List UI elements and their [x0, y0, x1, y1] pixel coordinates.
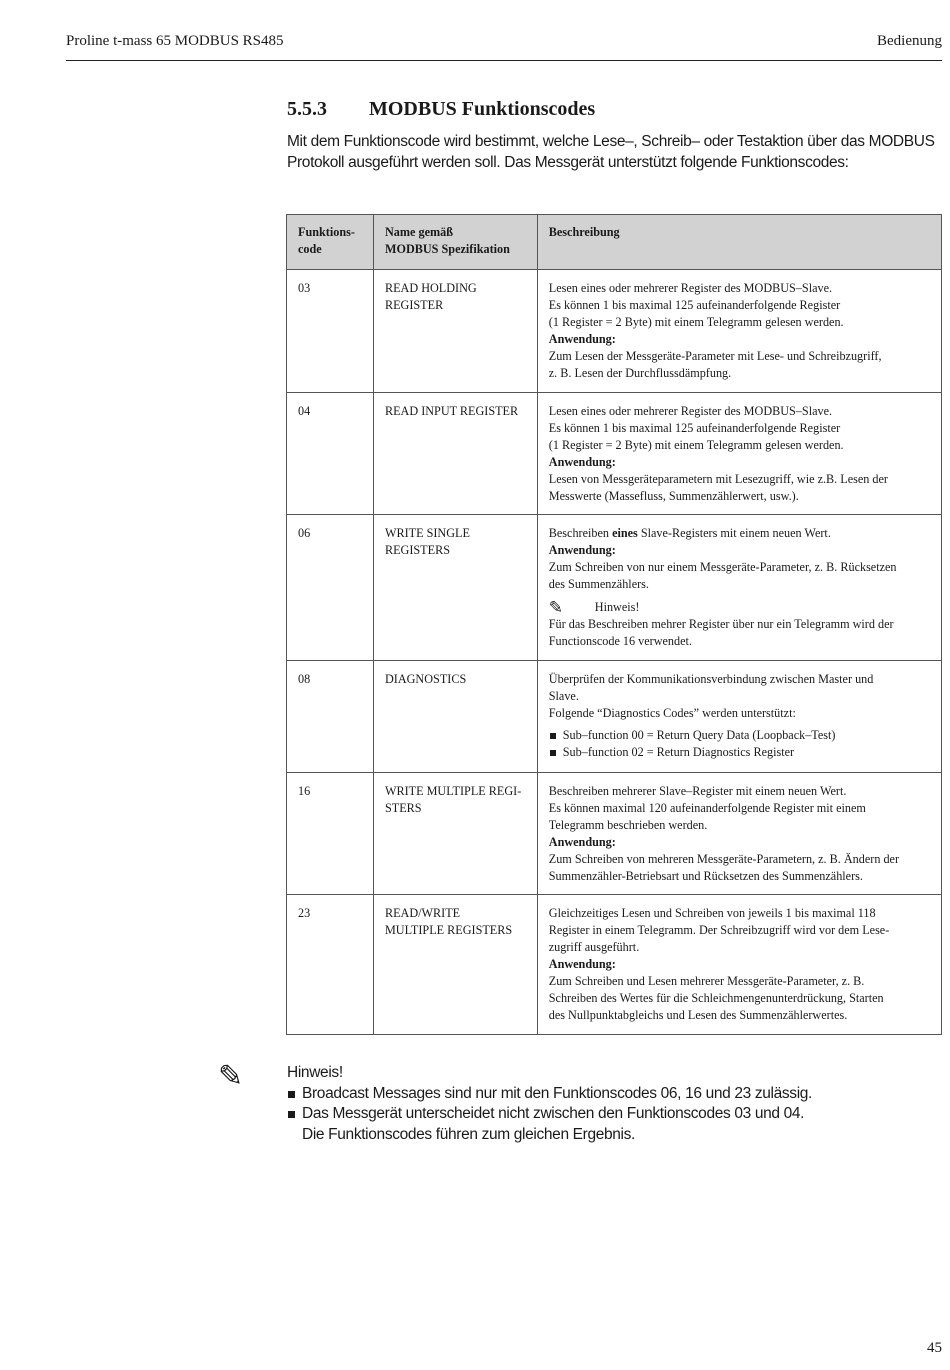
description-line: Lesen eines oder mehrerer Register des MODBUS–Slave. — [548, 404, 833, 418]
description-line: Summenzähler-Betriebsart und Rücksetzen des Summenzählers. — [548, 869, 863, 883]
application-label: Anwendung: — [548, 543, 616, 557]
description-text: Beschreiben — [548, 526, 613, 540]
function-codes-table — [286, 214, 942, 1035]
description-line: Zum Schreiben von mehreren Messgeräte-Parametern, z. B. Ändern der — [548, 852, 900, 866]
list-item: Broadcast Messages sind nur mit den Funktionscodes 06, 16 und 23 zulässig. — [287, 1084, 947, 1105]
header-document-title: Proline t-mass 65 MODBUS RS485 — [66, 33, 284, 49]
list-item: Sub–function 02 = Return Diagnostics Register — [549, 744, 930, 761]
function-code-cell: 08 — [287, 661, 374, 773]
description-line: des Summenzählers. — [548, 577, 649, 591]
description-line: Zum Schreiben von nur einem Messgeräte-Parameter, z. B. Rücksetzen — [548, 560, 897, 574]
header-modbus-name-line-2: MODBUS Spezifikation — [384, 242, 510, 256]
description-text: Slave-Registers mit einem neuen Wert. — [637, 526, 831, 540]
description-cell — [537, 270, 941, 393]
modbus-name-line-1: WRITE MULTIPLE REGI- — [384, 784, 522, 798]
note-title: Hinweis! — [287, 1064, 343, 1081]
pencil-icon: ✎ — [218, 1060, 244, 1093]
note-block — [287, 1063, 947, 1145]
description-line: Zum Schreiben und Lesen mehrerer Messgeräte-Parameter, z. B. — [548, 974, 865, 988]
description-line: Lesen eines oder mehrerer Register des MODBUS–Slave. — [548, 281, 833, 295]
modbus-name-line-1: READ/WRITE — [384, 906, 461, 920]
list-item — [287, 1104, 947, 1145]
intro-line-2: Protokoll ausgeführt werden soll. Das Messgerät unterstützt folgende Funktionscodes: — [287, 154, 849, 171]
function-code-cell: 16 — [287, 773, 374, 895]
description-line: Beschreiben mehrerer Slave–Register mit einem neuen Wert. — [548, 784, 847, 798]
header-divider — [66, 60, 942, 61]
pencil-icon: ✎ — [548, 598, 564, 618]
inline-note — [549, 599, 930, 650]
description-line: Gleichzeitiges Lesen und Schreiben von jeweils 1 bis maximal 118 — [548, 906, 876, 920]
description-line: zugriff ausgeführt. — [548, 940, 640, 954]
description-line: Register in einem Telegramm. Der Schreibzugriff wird vor dem Lese- — [548, 923, 890, 937]
application-label: Anwendung: — [548, 332, 616, 346]
table-row — [287, 773, 942, 895]
modbus-name-line-2: REGISTERS — [384, 543, 450, 557]
section-heading — [287, 98, 595, 121]
header-function-code-line-1: Funktions- — [298, 225, 355, 239]
description-line: Messwerte (Massefluss, Summenzählerwert, usw.). — [548, 489, 799, 503]
header-chapter-title: Bedienung — [877, 33, 942, 49]
description-cell — [537, 393, 941, 515]
description-cell — [537, 515, 941, 661]
description-line: Es können 1 bis maximal 125 aufeinanderfolgende Register — [548, 421, 841, 435]
description-line: Telegramm beschrieben werden. — [548, 818, 708, 832]
description-line: Lesen von Messgeräteparametern mit Lesezugriff, wie z.B. Lesen der — [548, 472, 888, 486]
function-code-cell: 03 — [287, 270, 374, 393]
modbus-name-cell — [373, 270, 537, 393]
header-function-code-line-2: code — [298, 242, 322, 256]
table-row — [287, 895, 942, 1035]
intro-paragraph — [287, 131, 947, 173]
table-row — [287, 270, 942, 393]
modbus-name-line-1: READ HOLDING — [384, 281, 477, 295]
header-modbus-name-line-1: Name gemäß — [384, 225, 453, 239]
description-line: z. B. Lesen der Durchflussdämpfung. — [548, 366, 732, 380]
inline-note-title: Hinweis! — [594, 600, 640, 614]
description-line: Folgende “Diagnostics Codes” werden unterstützt: — [548, 706, 796, 720]
description-line: Zum Lesen der Messgeräte-Parameter mit Lese- und Schreibzugriff, — [548, 349, 882, 363]
description-line: (1 Register = 2 Byte) mit einem Telegramm gelesen werden. — [548, 315, 844, 329]
application-label: Anwendung: — [548, 835, 616, 849]
page-number: 45 — [927, 1340, 942, 1356]
table-header-row — [287, 215, 942, 270]
table-row — [287, 515, 942, 661]
modbus-name-line-1: WRITE SINGLE — [384, 526, 470, 540]
description-line: Überprüfen der Kommunikationsverbindung zwischen Master und — [548, 672, 874, 686]
header-description: Beschreibung — [537, 215, 941, 270]
modbus-name-cell — [373, 895, 537, 1035]
function-code-cell: 06 — [287, 515, 374, 661]
table-row — [287, 393, 942, 515]
application-label: Anwendung: — [548, 455, 616, 469]
function-code-cell: 04 — [287, 393, 374, 515]
inline-note-line: Functionscode 16 verwendet. — [548, 634, 692, 649]
note-item-line-1: Das Messgerät unterscheidet nicht zwischen den Funktionscodes 03 und 04. — [302, 1105, 805, 1122]
description-line: Es können 1 bis maximal 125 aufeinanderfolgende Register — [548, 298, 841, 312]
note-item-line-2: Die Funktionscodes führen zum gleichen Ergebnis. — [302, 1125, 636, 1143]
section-number: 5.5.3 — [287, 98, 327, 120]
header-modbus-name — [373, 215, 537, 270]
header-function-code — [287, 215, 374, 270]
modbus-name-line-2: REGISTER — [384, 298, 444, 312]
table-row — [287, 661, 942, 773]
description-line: (1 Register = 2 Byte) mit einem Telegramm gelesen werden. — [548, 438, 844, 452]
description-line: Es können maximal 120 aufeinanderfolgende Register mit einem — [548, 801, 866, 815]
inline-note-line: Für das Beschreiben mehrer Register über nur ein Telegramm wird der — [548, 617, 894, 632]
modbus-name-cell: DIAGNOSTICS — [373, 661, 537, 773]
description-line: Slave. — [548, 689, 579, 703]
description-cell — [537, 773, 941, 895]
description-cell — [537, 895, 941, 1035]
modbus-name-cell: READ INPUT REGISTER — [373, 393, 537, 515]
description-line: Schreiben des Wertes für die Schleichmengenunterdrückung, Starten — [548, 991, 884, 1005]
list-item: Sub–function 00 = Return Query Data (Loopback–Test) — [549, 727, 930, 744]
modbus-name-cell — [373, 773, 537, 895]
modbus-name-line-2: MULTIPLE REGISTERS — [384, 923, 513, 937]
description-emphasis: eines — [612, 526, 638, 540]
application-label: Anwendung: — [548, 957, 616, 971]
description-cell — [537, 661, 941, 773]
diagnostics-codes-list — [549, 727, 930, 761]
modbus-name-cell — [373, 515, 537, 661]
description-line: des Nullpunktabgleichs und Lesen des Summenzählerwertes. — [548, 1008, 848, 1022]
modbus-name-line-2: STERS — [384, 801, 422, 815]
function-code-cell: 23 — [287, 895, 374, 1035]
intro-line-1: Mit dem Funktionscode wird bestimmt, welche Lese–, Schreib– oder Testaktion über das MODBUS — [287, 133, 935, 150]
note-list — [287, 1084, 947, 1146]
section-title: MODBUS Funktionscodes — [369, 98, 596, 120]
